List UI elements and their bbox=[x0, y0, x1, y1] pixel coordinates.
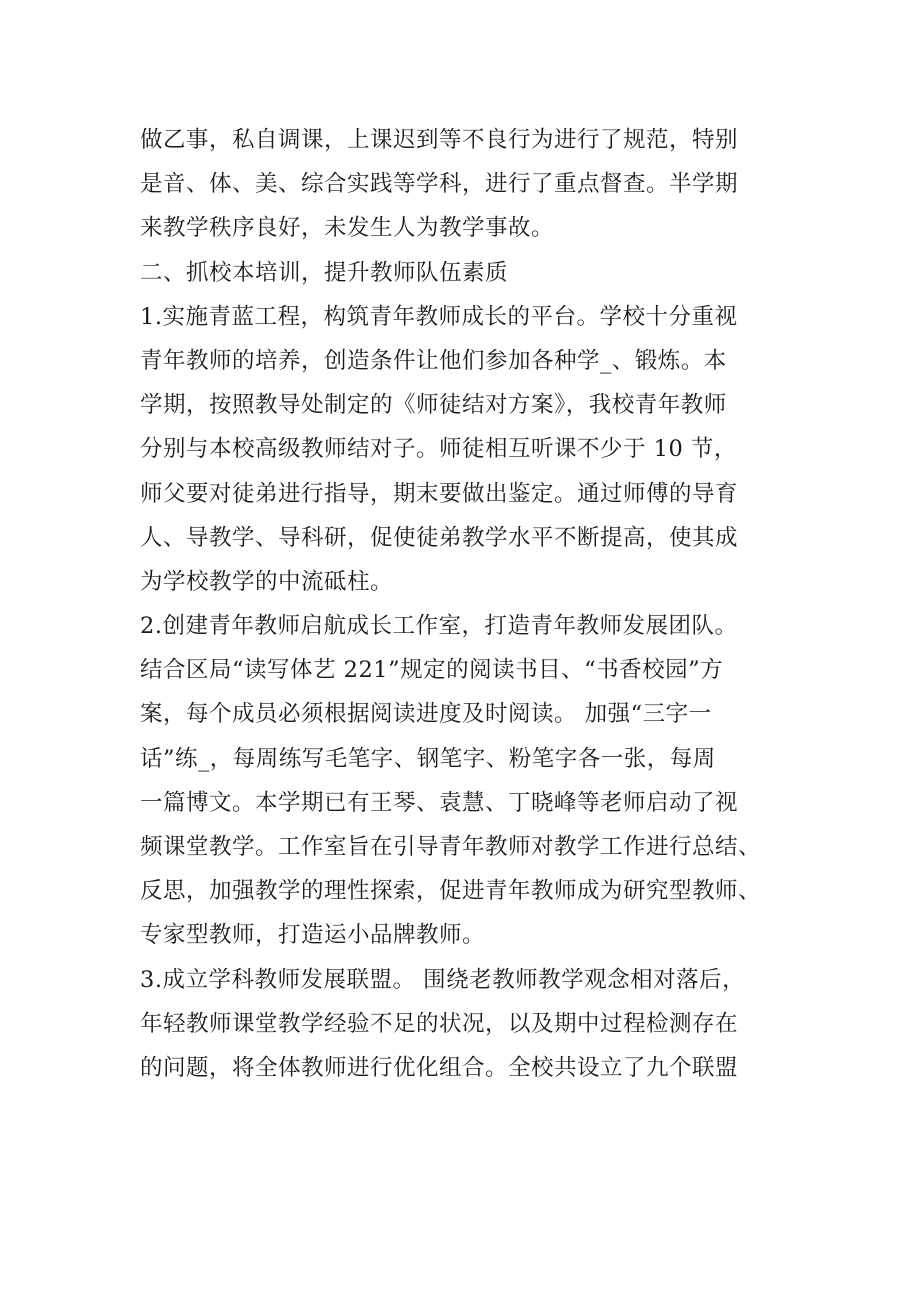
body-line-8: 分别与本校高级教师结对子。师徒相互听课不少于 10 节， bbox=[140, 436, 737, 463]
body-line-12: 2.创建青年教师启航成长工作室，打造青年教师发展团队。 bbox=[140, 613, 738, 640]
body-line-20: 3.成立学科教师发展联盟。 围绕老教师教学观念相对落后， bbox=[140, 966, 746, 993]
body-line-6: 青年教师的培养，创造条件让他们参加各种学_、锻炼。本 bbox=[140, 347, 727, 374]
document-body bbox=[140, 118, 800, 1090]
body-line-9: 师父要对徒弟进行指导，期末要做出鉴定。通过师傅的导育 bbox=[140, 480, 739, 507]
body-line-3: 来教学秩序良好，未发生人为教学事故。 bbox=[140, 215, 555, 242]
body-line-21: 年轻教师课堂教学经验不足的状况，以及期中过程检测存在 bbox=[140, 1010, 739, 1037]
body-line-18: 反思，加强教学的理性探索，促进青年教师成为研究型教师、 bbox=[140, 878, 762, 905]
body-line-10: 人、导教学、导科研，促使徒弟教学水平不断提高，使其成 bbox=[140, 524, 739, 551]
body-line-7: 学期，按照教导处制定的《师徒结对方案》，我校青年教师 bbox=[140, 392, 727, 419]
body-line-17: 频课堂教学。工作室旨在引导青年教师对教学工作进行总结、 bbox=[140, 834, 762, 860]
body-line-2: 是音、体、美、综合实践等学科，进行了重点督查。半学期 bbox=[140, 171, 739, 198]
body-line-19: 专家型教师，打造运小品牌教师。 bbox=[140, 922, 486, 949]
body-line-22: 的问题，将全体教师进行优化组合。全校共设立了九个联盟 bbox=[140, 1054, 739, 1081]
body-line-5: 1.实施青蓝工程，构筑青年教师成长的平台。学校十分重视 bbox=[140, 303, 738, 330]
section-heading-2: 二、抓校本培训，提升教师队伍素质 bbox=[140, 259, 509, 286]
body-line-11: 为学校教学的中流砥柱。 bbox=[140, 568, 394, 595]
body-line-15: 话”练_，每周练写毛笔字、钢笔字、粉笔字各一张，每周 bbox=[140, 745, 716, 772]
body-line-13: 结合区局“读写体艺 221”规定的阅读书目、“书香校园”方 bbox=[140, 657, 724, 684]
body-line-14: 案，每个成员必须根据阅读进度及时阅读。 加强“三字一 bbox=[140, 701, 712, 728]
body-line-1: 做乙事，私自调课，上课迟到等不良行为进行了规范，特别 bbox=[140, 127, 739, 153]
body-line-16: 一篇博文。本学期已有王琴、袁慧、丁晓峰等老师启动了视 bbox=[140, 789, 739, 816]
